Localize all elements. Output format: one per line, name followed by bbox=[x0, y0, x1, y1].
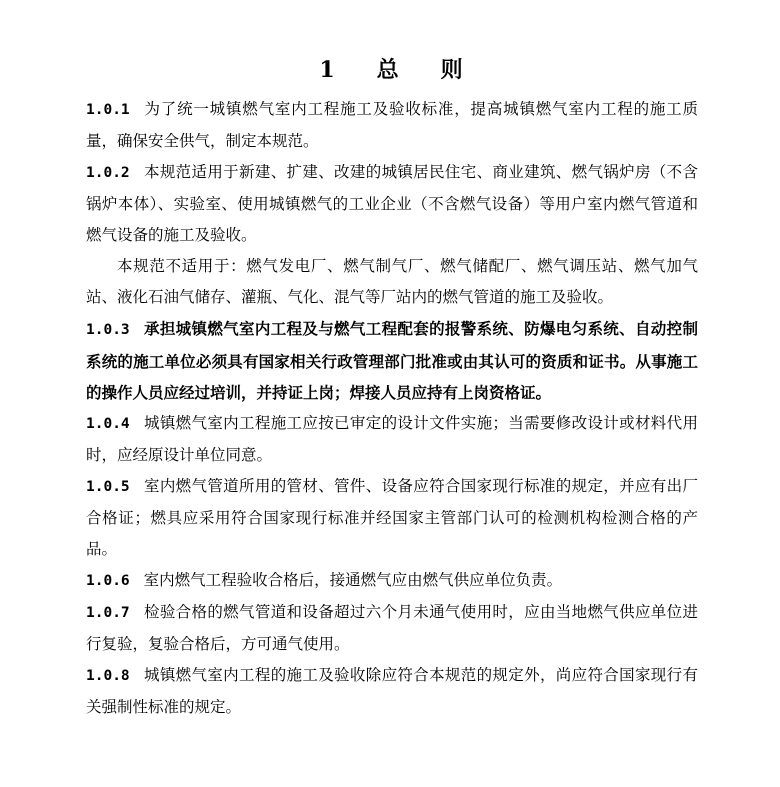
clause-number: 1.0.8 bbox=[86, 668, 130, 684]
clause-number: 1.0.6 bbox=[86, 573, 130, 589]
clause-text: 检验合格的燃气管道和设备超过六个月未通气使用时，应由当地燃气供应单位进行复验，复验合格后，方可通气使用。 bbox=[86, 603, 698, 653]
chapter-title-part2: 则 bbox=[440, 57, 465, 83]
clause-1-0-1 bbox=[86, 94, 698, 157]
clause-1-0-8 bbox=[86, 660, 698, 723]
clause-text: 室内燃气管道所用的管材、管件、设备应符合国家现行标准的规定，并应有出厂合格证；燃具应采用符合国家现行标准并经国家主管部门认可的检测机构检测合格的产品。 bbox=[86, 477, 698, 558]
clause-text: 为了统一城镇燃气室内工程施工及验收标准，提高城镇燃气室内工程的施工质量，确保安全供气，制定本规范。 bbox=[86, 100, 698, 150]
clause-text: 室内燃气工程验收合格后，接通燃气应由燃气供应单位负责。 bbox=[143, 571, 563, 589]
clause-number: 1.0.2 bbox=[86, 165, 130, 181]
clause-number: 1.0.7 bbox=[86, 605, 130, 621]
clause-1-0-7 bbox=[86, 597, 698, 660]
clause-1-0-2-paragraph-2: 本规范不适用于：燃气发电厂、燃气制气厂、燃气储配厂、燃气调压站、燃气加气站、液化石油气储存、灌瓶、气化、混气等厂站内的燃气管道的施工及验收。 bbox=[86, 257, 698, 306]
clause-text: 城镇燃气室内工程施工应按已审定的设计文件实施；当需要修改设计或材料代用时，应经原设计单位同意。 bbox=[86, 414, 698, 464]
clause-1-0-4 bbox=[86, 408, 698, 471]
clause-1-0-5 bbox=[86, 471, 698, 565]
chapter-number: 1 bbox=[319, 57, 337, 83]
document-page bbox=[86, 52, 698, 723]
chapter-title bbox=[86, 52, 698, 88]
clause-1-0-2 bbox=[86, 157, 698, 251]
clause-text: 城镇燃气室内工程的施工及验收除应符合本规范的规定外，尚应符合国家现行有关强制性标准的规定。 bbox=[86, 666, 698, 716]
clause-number: 1.0.4 bbox=[86, 416, 130, 432]
chapter-title-part1: 总 bbox=[376, 57, 401, 83]
clause-text: 承担城镇燃气室内工程及与燃气工程配套的报警系统、防爆电匀系统、自动控制系统的施工单位必须具有国家相关行政管理部门批准或由其认可的资质和证书。从事施工的操作人员应经过培训，并持证上岗；焊接人员应持有上岗资格证。 bbox=[86, 319, 698, 402]
clause-1-0-3 bbox=[86, 313, 698, 408]
clause-number: 1.0.1 bbox=[86, 102, 130, 118]
clause-number: 1.0.3 bbox=[86, 322, 130, 338]
clause-1-0-6 bbox=[86, 565, 698, 597]
clause-number: 1.0.5 bbox=[86, 479, 130, 495]
clause-text: 本规范适用于新建、扩建、改建的城镇居民住宅、商业建筑、燃气锅炉房（不含锅炉本体）、实验室、使用城镇燃气的工业企业（不含燃气设备）等用户室内燃气管道和燃气设备的施工及验收。 bbox=[86, 163, 698, 244]
